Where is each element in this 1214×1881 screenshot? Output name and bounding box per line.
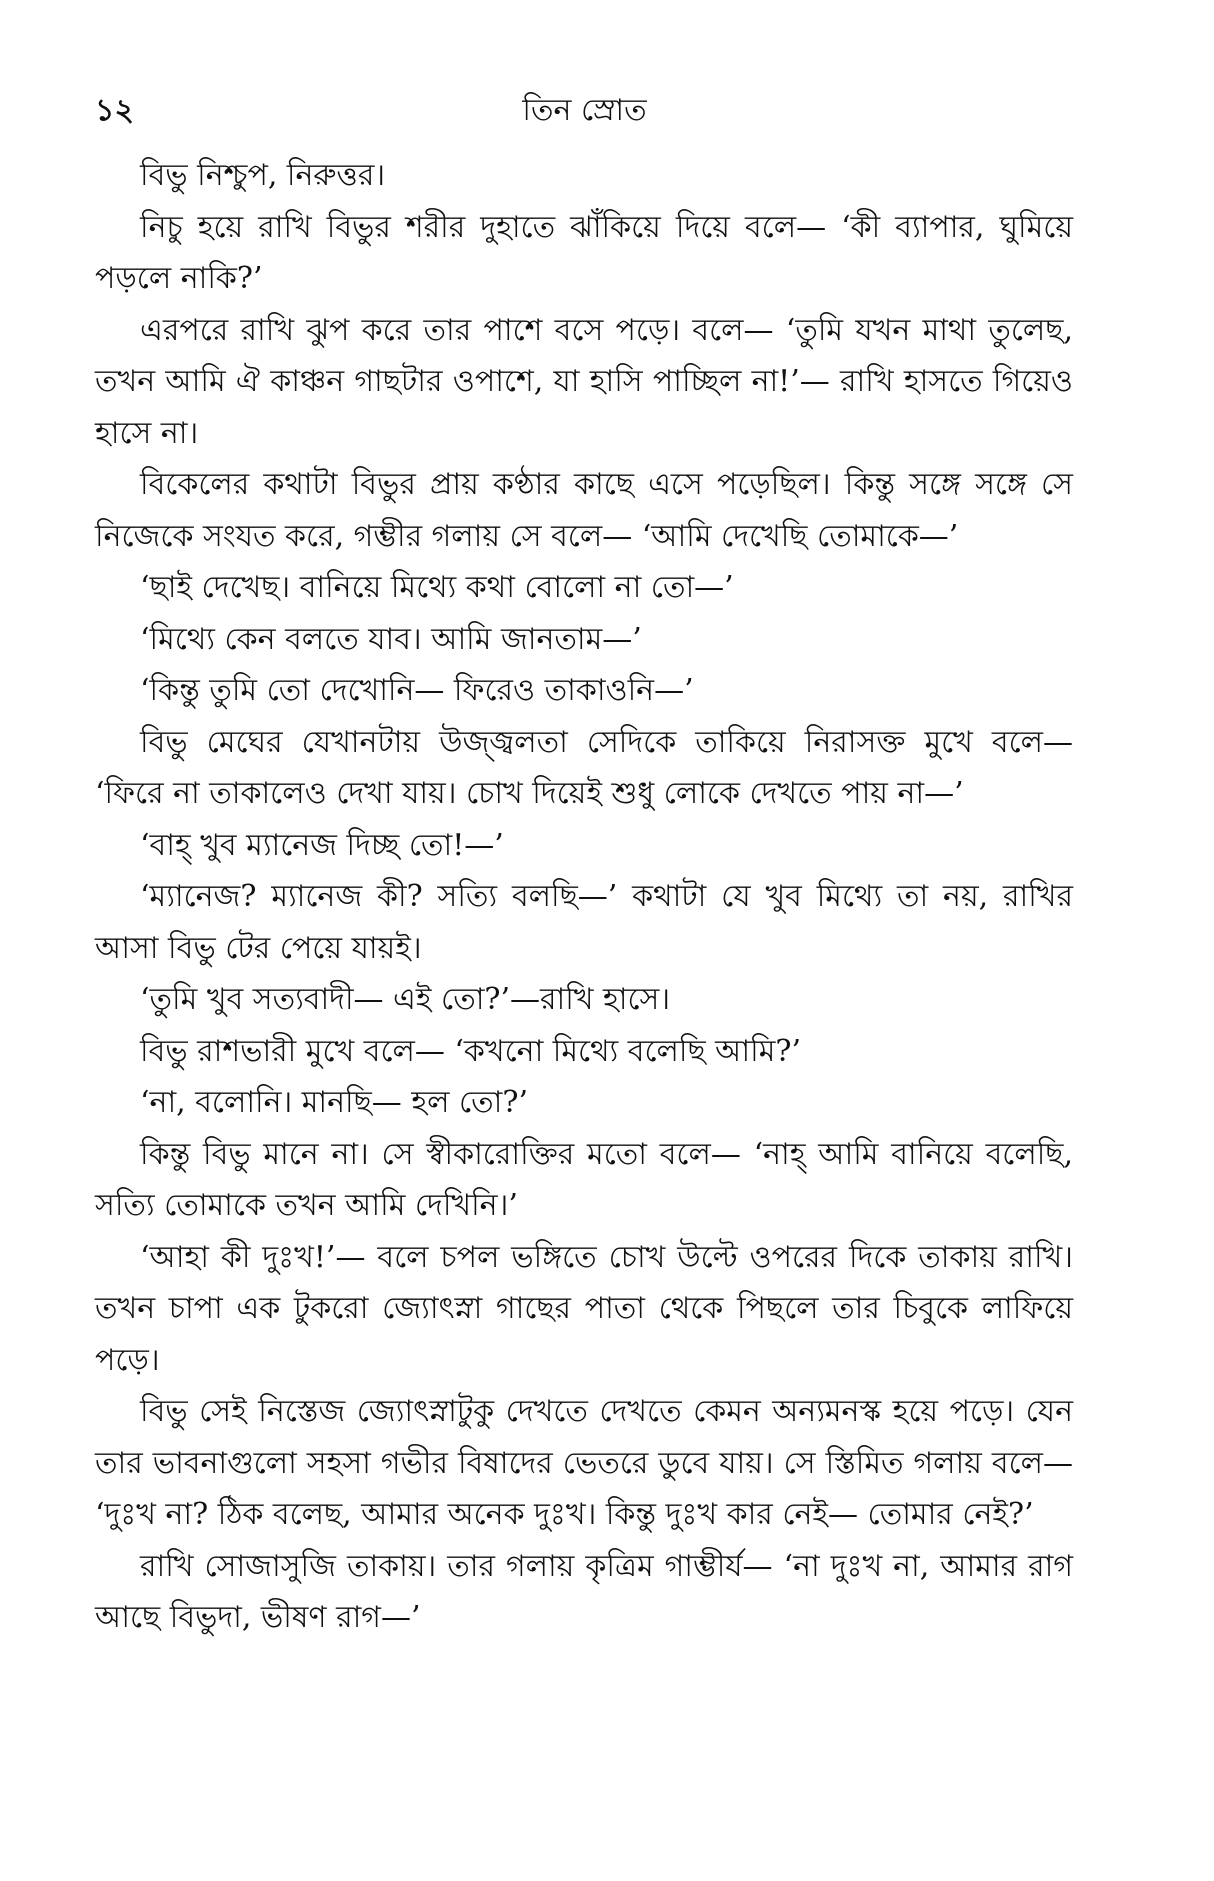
paragraph: ‘না, বলোনি। মানছি— হল তো?’ (140, 1085, 528, 1120)
paragraph: ‘তুমি খুব সত্যবাদী— এই তো?’—রাখি হাসে। (140, 982, 671, 1017)
paragraph: রাখি সোজাসুজি তাকায়। তার গলায় কৃত্রিম গাম্ভীর্য— ‘না দুঃখ না, আমার রাগ আছে বিভুদা, ভীষণ রাগ—’ (95, 1548, 1074, 1635)
paragraph: ‘বাহ্ খুব ম্যানেজ দিচ্ছ তো!—’ (140, 827, 504, 863)
page-number: ১২ (95, 93, 134, 128)
paragraph: নিচু হয়ে রাখি বিভুর শরীর দুহাতে ঝাঁকিয়ে দিয়ে বলে— ‘কী ব্যাপার, ঘুমিয়ে পড়লে নাকি?’ (95, 209, 1073, 296)
paragraph: বিকেলের কথাটা বিভুর প্রায় কণ্ঠার কাছে এসে পড়েছিল। কিন্তু সঙ্গে সঙ্গে সে নিজেকে সংযত করে, গম্ভীর গলায় সে বলে— ‘আমি দেখেছি তোমাকে—’ (95, 467, 1073, 554)
running-header (95, 86, 1074, 126)
paragraph: ‘কিন্তু তুমি তো দেখোনি— ফিরেও তাকাওনি—’ (140, 673, 694, 708)
paragraph: ‘মিথ্যে কেন বলতে যাব। আমি জানতাম—’ (140, 621, 642, 657)
paragraph: ‘ছাই দেখেছ। বানিয়ে মিথ্যে কথা বোলো না তো—’ (140, 570, 734, 605)
paragraph: ‘আহা কী দুঃখ!’— বলে চপল ভঙ্গিতে চোখ উল্টে ওপরের দিকে তাকায় রাখি। তখন চাপা এক টুকরো জ্যোৎস্না গাছের পাতা থেকে পিছলে তার চিবুকে লাফিয়ে পড়ে। (95, 1239, 1073, 1378)
paragraph: বিভু মেঘের যেখানটায় উজ্জ্বলতা সেদিকে তাকিয়ে নিরাসক্ত মুখে বলে— ‘ফিরে না তাকালেও দেখা যায়। চোখ দিয়েই শুধু লোকে দেখতে পায় না—’ (95, 724, 1073, 811)
paragraph: এরপরে রাখি ঝুপ করে তার পাশে বসে পড়ে। বলে— ‘তুমি যখন মাথা তুলেছ, তখন আমি ঐ কাঞ্চন গাছটার ওপাশে, যা হাসি পাচ্ছিল না!’— রাখি হাসতে গিয়েও হাসে না। (95, 312, 1073, 451)
paragraph: বিভু রাশভারী মুখে বলে— ‘কখনো মিথ্যে বলেছি আমি?’ (140, 1033, 802, 1069)
paragraph: কিন্তু বিভু মানে না। সে স্বীকারোক্তির মতো বলে— ‘নাহ্ আমি বানিয়ে বলেছি, সত্যি তোমাকে তখন আমি দেখিনি।’ (95, 1136, 1073, 1223)
paragraph: ‘ম্যানেজ? ম্যানেজ কী? সত্যি বলছি—’ কথাটা যে খুব মিথ্যে তা নয়, রাখির আসা বিভু টের পেয়ে যায়ই। (95, 879, 1073, 966)
paragraph: বিভু সেই নিস্তেজ জ্যোৎস্নাটুকু দেখতে দেখতে কেমন অন্যমনস্ক হয়ে পড়ে। যেন তার ভাবনাগুলো সহসা গভীর বিষাদের ভেতরে ডুবে যায়। সে স্তিমিত গলায় বলে— ‘দুঃখ না? ঠিক বলেছ, আমার অনেক দুঃখ। কিন্তু দুঃখ কার নেই— তোমার নেই?’ (95, 1394, 1073, 1532)
running-title: তিন স্রোত (522, 93, 647, 128)
paragraph: বিভু নিশ্চুপ, নিরুত্তর। (140, 158, 386, 193)
body-text (95, 150, 1073, 1644)
